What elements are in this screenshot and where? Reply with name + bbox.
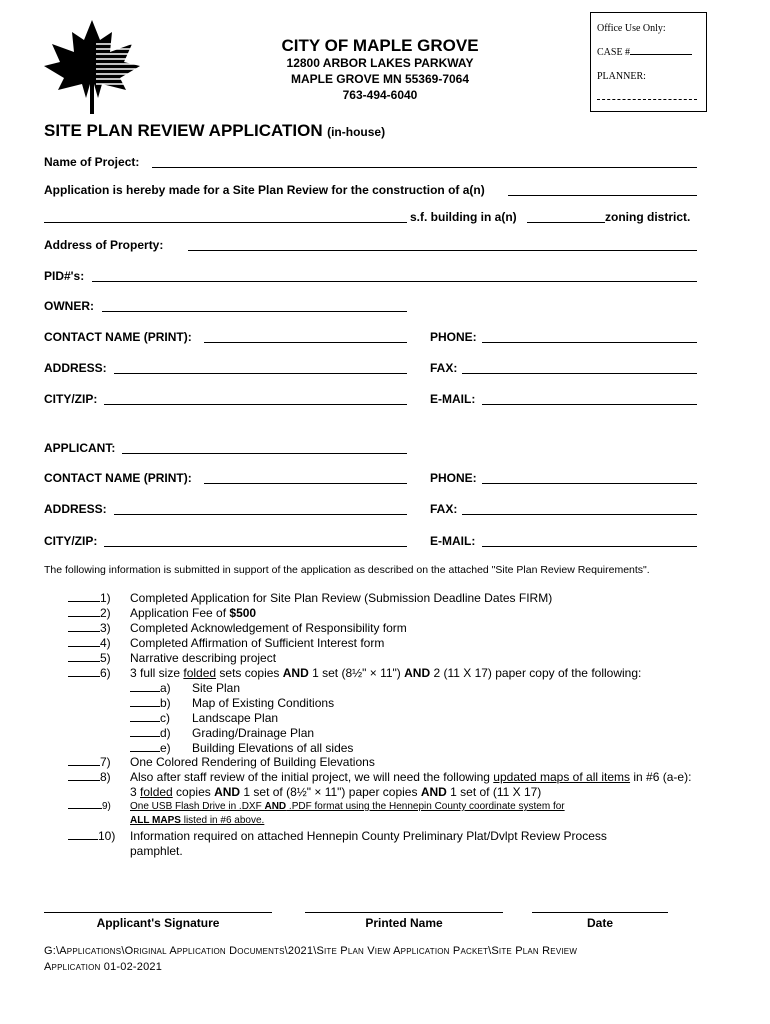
applicant-phone-label: PHONE:: [430, 471, 477, 485]
sub-list-item: e) Building Elevations of all sides: [130, 741, 171, 755]
list-item: 5) Narrative describing project: [68, 651, 111, 665]
date-label: Date: [586, 916, 613, 930]
sf-building-label: s.f. building in a(n): [410, 210, 517, 224]
owner-cityzip-field[interactable]: [104, 404, 407, 405]
applicant-fax-field[interactable]: [462, 514, 697, 515]
owner-address-field[interactable]: [114, 373, 407, 374]
date-field[interactable]: [532, 912, 668, 913]
checkbox-blank[interactable]: [68, 661, 100, 662]
checkbox-blank[interactable]: [130, 721, 160, 722]
applicant-address-field[interactable]: [114, 514, 407, 515]
list-item: 3) Completed Acknowledgement of Responsibility form: [68, 621, 111, 635]
applicant-fax-label: FAX:: [430, 502, 458, 516]
maple-leaf-logo: [40, 18, 145, 118]
pids-field[interactable]: [92, 281, 697, 282]
square-footage-field[interactable]: [44, 222, 407, 223]
owner-phone-label: PHONE:: [430, 330, 477, 344]
list-item: 6) 3 full size folded sets copies AND 1 set (8½" × 11") AND 2 (11 X 17) paper copy of the following:: [68, 666, 111, 680]
office-use-title: Office Use Only:: [597, 23, 666, 34]
planner-field[interactable]: [597, 99, 697, 100]
owner-email-label: E-MAIL:: [430, 392, 476, 406]
owner-fax-label: FAX:: [430, 361, 458, 375]
list-item: 10) Information required on attached Hennepin County Preliminary Plat/Dvlpt Review Process: [68, 829, 115, 843]
printed-name-label: Printed Name: [365, 916, 443, 930]
planner-label: PLANNER:: [597, 71, 646, 82]
name-of-project-label: Name of Project:: [44, 155, 140, 169]
list-item: 4) Completed Affirmation of Sufficient Interest form: [68, 636, 111, 650]
list-item: 1) Completed Application for Site Plan Review (Submission Deadline Dates FIRM): [68, 591, 111, 605]
owner-contact-label: CONTACT NAME (PRINT):: [44, 330, 192, 344]
owner-address-label: ADDRESS:: [44, 361, 107, 375]
city-phone: 763-494-6040: [342, 88, 418, 102]
city-name: CITY OF MAPLE GROVE: [281, 36, 479, 55]
checkbox-blank[interactable]: [68, 839, 98, 840]
printed-name-field[interactable]: [305, 912, 503, 913]
list-item: 8) Also after staff review of the initial project, we will need the following updated maps of all items in #6 (a-e):: [68, 770, 111, 784]
owner-field[interactable]: [102, 311, 407, 312]
applicant-label: APPLICANT:: [44, 441, 116, 455]
form-title: SITE PLAN REVIEW APPLICATION (in-house): [44, 121, 386, 140]
list-item: 2) Application Fee of $500: [68, 606, 111, 620]
name-of-project-field[interactable]: [152, 167, 697, 168]
checkbox-blank[interactable]: [68, 646, 100, 647]
checkbox-blank[interactable]: [68, 780, 100, 781]
office-use-box: [590, 12, 707, 112]
footer-path-line2: Application 01-02-2021: [44, 961, 163, 973]
applicant-email-field[interactable]: [482, 546, 697, 547]
list-item: 9) One USB Flash Drive in .DXF AND .PDF format using the Hennepin County coordinate system for: [68, 801, 111, 812]
owner-phone-field[interactable]: [482, 342, 697, 343]
intro-text: The following information is submitted in support of the application as described on the attached "Site Plan Review Requirements".: [44, 564, 650, 576]
application-statement: Application is hereby made for a Site Plan Review for the construction of a(n): [44, 183, 485, 197]
city-address-line1: 12800 ARBOR LAKES PARKWAY: [286, 56, 474, 70]
owner-cityzip-label: CITY/ZIP:: [44, 392, 98, 406]
list-item-continuation: ALL MAPS listed in #6 above.: [130, 815, 265, 826]
applicant-cityzip-field[interactable]: [104, 546, 407, 547]
checkbox-blank[interactable]: [130, 751, 160, 752]
checkbox-blank[interactable]: [68, 631, 100, 632]
checkbox-blank[interactable]: [68, 616, 100, 617]
case-number-label: CASE #: [597, 47, 692, 58]
checkbox-blank[interactable]: [68, 676, 100, 677]
owner-label: OWNER:: [44, 299, 94, 313]
applicant-contact-label: CONTACT NAME (PRINT):: [44, 471, 192, 485]
construction-type-field[interactable]: [508, 195, 697, 196]
checkbox-blank[interactable]: [130, 706, 160, 707]
zoning-district-label: zoning district.: [605, 210, 691, 224]
applicant-field[interactable]: [122, 453, 407, 454]
list-item-continuation: pamphlet.: [130, 844, 183, 858]
applicant-address-label: ADDRESS:: [44, 502, 107, 516]
address-of-property-field[interactable]: [188, 250, 697, 251]
applicant-email-label: E-MAIL:: [430, 534, 476, 548]
applicant-signature-label: Applicant's Signature: [96, 916, 220, 930]
address-of-property-label: Address of Property:: [44, 238, 164, 252]
applicant-signature-field[interactable]: [44, 912, 272, 913]
owner-fax-field[interactable]: [462, 373, 697, 374]
sub-list-item: d) Grading/Drainage Plan: [130, 726, 171, 740]
checkbox-blank[interactable]: [68, 601, 100, 602]
applicant-contact-field[interactable]: [204, 483, 407, 484]
checkbox-blank[interactable]: [68, 808, 102, 809]
checkbox-blank[interactable]: [68, 765, 100, 766]
list-item: 7) One Colored Rendering of Building Elevations: [68, 755, 111, 769]
city-address-line2: MAPLE GROVE MN 55369-7064: [290, 72, 470, 86]
checkbox-blank[interactable]: [130, 691, 160, 692]
footer-path-line1: G:\Applications\Original Application Documents\2021\Site Plan View Application Packet\Site Plan Review: [44, 945, 578, 957]
sub-list-item: c) Landscape Plan: [130, 711, 170, 725]
zoning-field[interactable]: [527, 222, 605, 223]
list-item-continuation: 3 folded copies AND 1 set of (8½" × 11") paper copies AND 1 set of (11 X 17): [130, 785, 542, 799]
sub-list-item: b) Map of Existing Conditions: [130, 696, 171, 710]
checkbox-blank[interactable]: [130, 736, 160, 737]
applicant-cityzip-label: CITY/ZIP:: [44, 534, 98, 548]
owner-email-field[interactable]: [482, 404, 697, 405]
applicant-phone-field[interactable]: [482, 483, 697, 484]
owner-contact-field[interactable]: [204, 342, 407, 343]
pids-label: PID#'s:: [44, 269, 85, 283]
sub-list-item: a) Site Plan: [130, 681, 171, 695]
